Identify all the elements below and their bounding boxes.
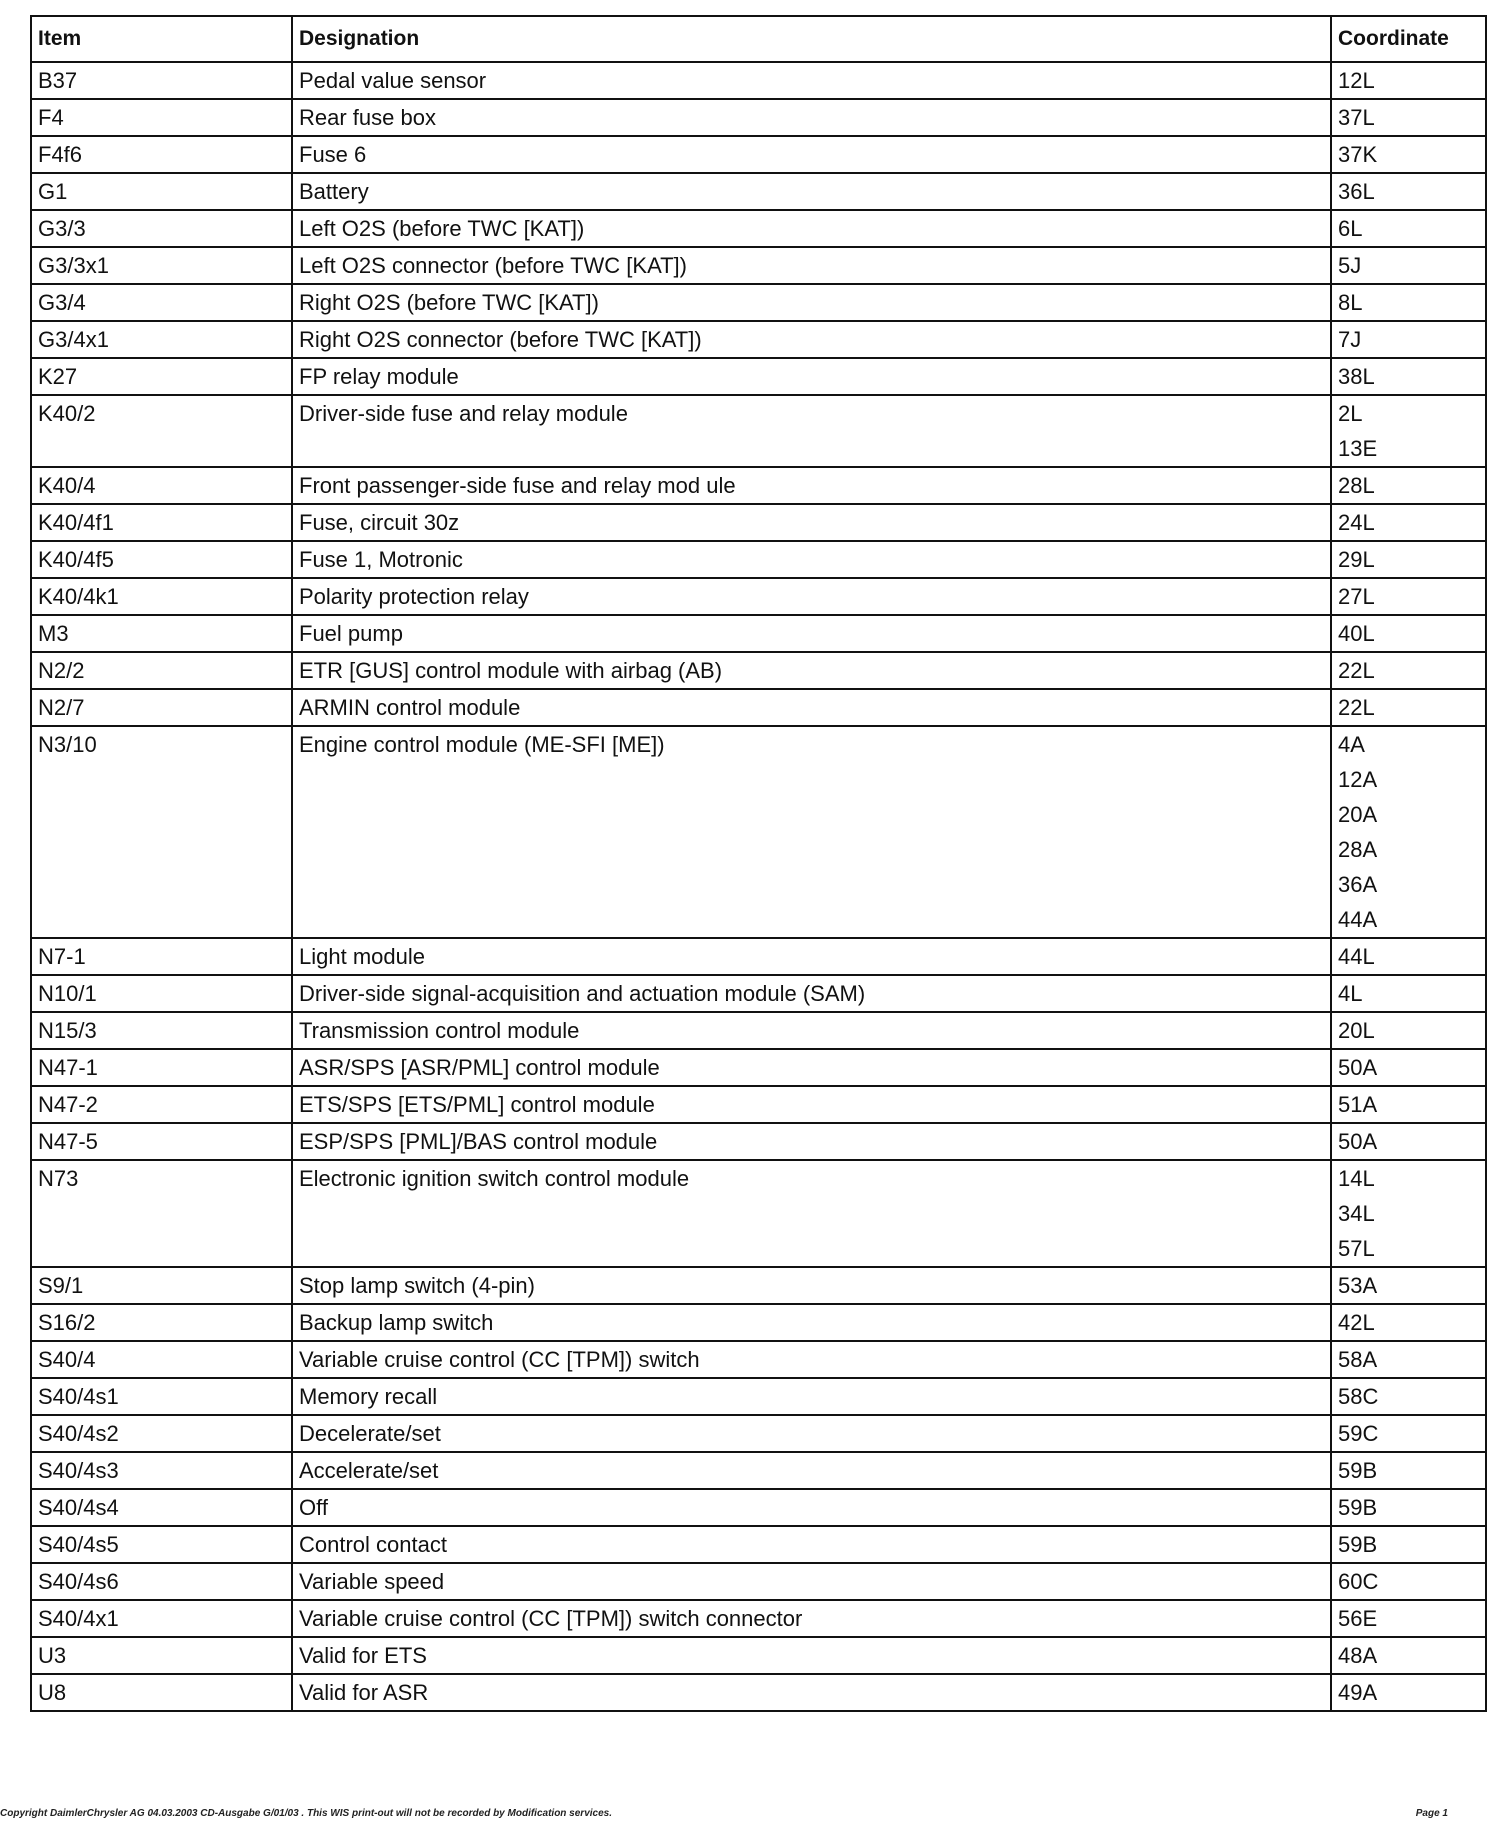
cell-designation: Right O2S (before TWC [KAT]) — [292, 284, 1331, 321]
cell-item: K40/4f5 — [31, 541, 292, 578]
table-row — [31, 1086, 1486, 1123]
cell-item: N10/1 — [31, 975, 292, 1012]
table-body — [31, 62, 1486, 1711]
table-row — [31, 1600, 1486, 1637]
cell-item: G3/3 — [31, 210, 292, 247]
table-row — [31, 504, 1486, 541]
cell-designation: ASR/SPS [ASR/PML] control module — [292, 1049, 1331, 1086]
cell-designation: Right O2S connector (before TWC [KAT]) — [292, 321, 1331, 358]
component-legend-table — [30, 15, 1487, 1712]
cell-designation: Variable cruise control (CC [TPM]) switch connector — [292, 1600, 1331, 1637]
cell-item: G3/4x1 — [31, 321, 292, 358]
cell-coordinate — [1331, 1415, 1486, 1452]
cell-item: N2/7 — [31, 689, 292, 726]
coordinate-value: 29L — [1338, 547, 1375, 572]
cell-item: K40/4f1 — [31, 504, 292, 541]
cell-coordinate — [1331, 1012, 1486, 1049]
coordinate-value: 44A — [1338, 907, 1378, 932]
coordinate-value: 42L — [1338, 1310, 1375, 1335]
table-row — [31, 1378, 1486, 1415]
page-number: Page 1 — [1415, 1808, 1448, 1819]
table-row — [31, 1526, 1486, 1563]
cell-item: U3 — [31, 1637, 292, 1674]
coordinate-value: 4L — [1338, 981, 1363, 1006]
cell-designation: Pedal value sensor — [292, 62, 1331, 99]
coordinate-value: 50A — [1338, 1055, 1378, 1080]
table-row — [31, 1489, 1486, 1526]
coordinate-value: 2L — [1338, 401, 1363, 426]
cell-item: B37 — [31, 62, 292, 99]
cell-item: S40/4s1 — [31, 1378, 292, 1415]
table-row — [31, 358, 1486, 395]
coordinate-value: 20A — [1338, 802, 1378, 827]
cell-item: G3/4 — [31, 284, 292, 321]
cell-coordinate — [1331, 1489, 1486, 1526]
cell-coordinate — [1331, 504, 1486, 541]
cell-coordinate — [1331, 1452, 1486, 1489]
cell-designation: Left O2S connector (before TWC [KAT]) — [292, 247, 1331, 284]
cell-item: N3/10 — [31, 726, 292, 938]
cell-coordinate — [1331, 541, 1486, 578]
coordinate-value: 22L — [1338, 695, 1375, 720]
cell-item: G3/3x1 — [31, 247, 292, 284]
cell-coordinate — [1331, 395, 1486, 467]
cell-designation: Fuse 6 — [292, 136, 1331, 173]
coordinate-value: 8L — [1338, 290, 1363, 315]
cell-designation: Front passenger-side fuse and relay mod ule — [292, 467, 1331, 504]
cell-item: S40/4x1 — [31, 1600, 292, 1637]
cell-item: N47-2 — [31, 1086, 292, 1123]
cell-item: K40/4k1 — [31, 578, 292, 615]
cell-designation: Stop lamp switch (4-pin) — [292, 1267, 1331, 1304]
cell-coordinate — [1331, 62, 1486, 99]
cell-coordinate — [1331, 975, 1486, 1012]
cell-designation: FP relay module — [292, 358, 1331, 395]
cell-designation: Fuel pump — [292, 615, 1331, 652]
coordinate-value: 40L — [1338, 621, 1375, 646]
cell-designation: Accelerate/set — [292, 1452, 1331, 1489]
table-row — [31, 541, 1486, 578]
table-row — [31, 1637, 1486, 1674]
cell-designation: Polarity protection relay — [292, 578, 1331, 615]
coordinate-value: 58A — [1338, 1347, 1378, 1372]
cell-item: U8 — [31, 1674, 292, 1711]
table-row — [31, 1304, 1486, 1341]
cell-designation: Battery — [292, 173, 1331, 210]
cell-designation: ESP/SPS [PML]/BAS control module — [292, 1123, 1331, 1160]
cell-designation: Fuse 1, Motronic — [292, 541, 1331, 578]
table-row — [31, 247, 1486, 284]
cell-designation: Left O2S (before TWC [KAT]) — [292, 210, 1331, 247]
coordinate-value: 12A — [1338, 767, 1378, 792]
coordinate-value: 51A — [1338, 1092, 1378, 1117]
cell-coordinate — [1331, 1123, 1486, 1160]
table-row — [31, 395, 1486, 467]
table-row — [31, 1012, 1486, 1049]
coordinate-value: 37K — [1338, 142, 1378, 167]
cell-coordinate — [1331, 938, 1486, 975]
cell-coordinate — [1331, 1267, 1486, 1304]
cell-coordinate — [1331, 615, 1486, 652]
coordinate-value: 37L — [1338, 105, 1375, 130]
cell-coordinate — [1331, 1341, 1486, 1378]
coordinate-value: 36L — [1338, 179, 1375, 204]
table-row — [31, 1415, 1486, 1452]
table-row — [31, 136, 1486, 173]
table-row — [31, 1049, 1486, 1086]
cell-designation: ARMIN control module — [292, 689, 1331, 726]
table-row — [31, 1563, 1486, 1600]
coordinate-value: 4A — [1338, 732, 1365, 757]
cell-item: S16/2 — [31, 1304, 292, 1341]
coordinate-value: 12L — [1338, 68, 1375, 93]
cell-item: N7-1 — [31, 938, 292, 975]
cell-coordinate — [1331, 1600, 1486, 1637]
table-row — [31, 689, 1486, 726]
coordinate-value: 27L — [1338, 584, 1375, 609]
cell-designation: ETS/SPS [ETS/PML] control module — [292, 1086, 1331, 1123]
cell-coordinate — [1331, 689, 1486, 726]
cell-item: S40/4s4 — [31, 1489, 292, 1526]
coordinate-value: 5J — [1338, 253, 1362, 278]
coordinate-value: 56E — [1338, 1606, 1378, 1631]
table-row — [31, 321, 1486, 358]
header-coordinate: Coordinate — [1331, 16, 1486, 62]
cell-coordinate — [1331, 247, 1486, 284]
coordinate-value: 58C — [1338, 1384, 1379, 1409]
cell-item: N73 — [31, 1160, 292, 1267]
cell-item: S40/4 — [31, 1341, 292, 1378]
cell-designation: Engine control module (ME-SFI [ME]) — [292, 726, 1331, 938]
cell-coordinate — [1331, 321, 1486, 358]
coordinate-value: 59B — [1338, 1495, 1378, 1520]
cell-item: F4f6 — [31, 136, 292, 173]
table-row — [31, 652, 1486, 689]
cell-designation: Backup lamp switch — [292, 1304, 1331, 1341]
coordinate-value: 20L — [1338, 1018, 1375, 1043]
table-row — [31, 726, 1486, 938]
table-row — [31, 578, 1486, 615]
cell-coordinate — [1331, 210, 1486, 247]
cell-item: S40/4s5 — [31, 1526, 292, 1563]
coordinate-value: 34L — [1338, 1201, 1375, 1226]
coordinate-value: 60C — [1338, 1569, 1379, 1594]
coordinate-value: 14L — [1338, 1166, 1375, 1191]
cell-coordinate — [1331, 467, 1486, 504]
coordinate-value: 28A — [1338, 837, 1378, 862]
coordinate-value: 48A — [1338, 1643, 1378, 1668]
cell-designation: Decelerate/set — [292, 1415, 1331, 1452]
cell-item: S40/4s6 — [31, 1563, 292, 1600]
coordinate-value: 59B — [1338, 1532, 1378, 1557]
table-row — [31, 938, 1486, 975]
table-row — [31, 1452, 1486, 1489]
cell-coordinate — [1331, 1304, 1486, 1341]
cell-item: S40/4s2 — [31, 1415, 292, 1452]
cell-item: N15/3 — [31, 1012, 292, 1049]
cell-coordinate — [1331, 1526, 1486, 1563]
cell-designation: Memory recall — [292, 1378, 1331, 1415]
table-row — [31, 284, 1486, 321]
cell-coordinate — [1331, 136, 1486, 173]
table-row — [31, 615, 1486, 652]
coordinate-value: 22L — [1338, 658, 1375, 683]
cell-designation: Driver-side fuse and relay module — [292, 395, 1331, 467]
cell-coordinate — [1331, 1637, 1486, 1674]
cell-designation: Electronic ignition switch control module — [292, 1160, 1331, 1267]
cell-item: S40/4s3 — [31, 1452, 292, 1489]
copyright-notice: Copyright DaimlerChrysler AG 04.03.2003 CD-Ausgabe G/01/03 . This WIS print-out will not be recorded by Modification services. — [0, 1808, 613, 1819]
coordinate-value: 50A — [1338, 1129, 1378, 1154]
cell-item: K40/4 — [31, 467, 292, 504]
coordinate-value: 36A — [1338, 872, 1378, 897]
cell-coordinate — [1331, 1160, 1486, 1267]
table-row — [31, 99, 1486, 136]
cell-designation: ETR [GUS] control module with airbag (AB) — [292, 652, 1331, 689]
coordinate-value: 59B — [1338, 1458, 1378, 1483]
cell-designation: Variable speed — [292, 1563, 1331, 1600]
cell-item: K27 — [31, 358, 292, 395]
coordinate-value: 24L — [1338, 510, 1375, 535]
table-row — [31, 1341, 1486, 1378]
cell-coordinate — [1331, 1563, 1486, 1600]
coordinate-value: 44L — [1338, 944, 1375, 969]
cell-coordinate — [1331, 173, 1486, 210]
coordinate-value: 59C — [1338, 1421, 1379, 1446]
cell-coordinate — [1331, 1378, 1486, 1415]
coordinate-value: 57L — [1338, 1236, 1375, 1261]
table-row — [31, 62, 1486, 99]
cell-designation: Control contact — [292, 1526, 1331, 1563]
table-row — [31, 210, 1486, 247]
cell-item: N47-1 — [31, 1049, 292, 1086]
cell-designation: Rear fuse box — [292, 99, 1331, 136]
table-row — [31, 975, 1486, 1012]
cell-coordinate — [1331, 1049, 1486, 1086]
cell-designation: Driver-side signal-acquisition and actuation module (SAM) — [292, 975, 1331, 1012]
cell-designation: Valid for ASR — [292, 1674, 1331, 1711]
coordinate-value: 38L — [1338, 364, 1375, 389]
header-item: Item — [31, 16, 292, 62]
cell-coordinate — [1331, 1674, 1486, 1711]
cell-coordinate — [1331, 726, 1486, 938]
cell-designation: Valid for ETS — [292, 1637, 1331, 1674]
table-row — [31, 173, 1486, 210]
coordinate-value: 28L — [1338, 473, 1375, 498]
cell-coordinate — [1331, 1086, 1486, 1123]
cell-designation: Fuse, circuit 30z — [292, 504, 1331, 541]
coordinate-value: 6L — [1338, 216, 1363, 241]
cell-coordinate — [1331, 358, 1486, 395]
cell-item: G1 — [31, 173, 292, 210]
cell-item: M3 — [31, 615, 292, 652]
cell-designation: Variable cruise control (CC [TPM]) switch — [292, 1341, 1331, 1378]
cell-item: N2/2 — [31, 652, 292, 689]
cell-item: F4 — [31, 99, 292, 136]
coordinate-value: 53A — [1338, 1273, 1378, 1298]
table-row — [31, 1674, 1486, 1711]
cell-coordinate — [1331, 284, 1486, 321]
coordinate-value: 7J — [1338, 327, 1362, 352]
cell-designation: Light module — [292, 938, 1331, 975]
table-header-row — [31, 16, 1486, 62]
table-row — [31, 467, 1486, 504]
table-row — [31, 1267, 1486, 1304]
cell-item: S9/1 — [31, 1267, 292, 1304]
cell-coordinate — [1331, 99, 1486, 136]
cell-designation: Transmission control module — [292, 1012, 1331, 1049]
table-row — [31, 1160, 1486, 1267]
coordinate-value: 49A — [1338, 1680, 1378, 1705]
header-designation: Designation — [292, 16, 1331, 62]
table-row — [31, 1123, 1486, 1160]
cell-coordinate — [1331, 578, 1486, 615]
coordinate-value: 13E — [1338, 436, 1378, 461]
cell-coordinate — [1331, 652, 1486, 689]
cell-designation: Off — [292, 1489, 1331, 1526]
cell-item: K40/2 — [31, 395, 292, 467]
cell-item: N47-5 — [31, 1123, 292, 1160]
